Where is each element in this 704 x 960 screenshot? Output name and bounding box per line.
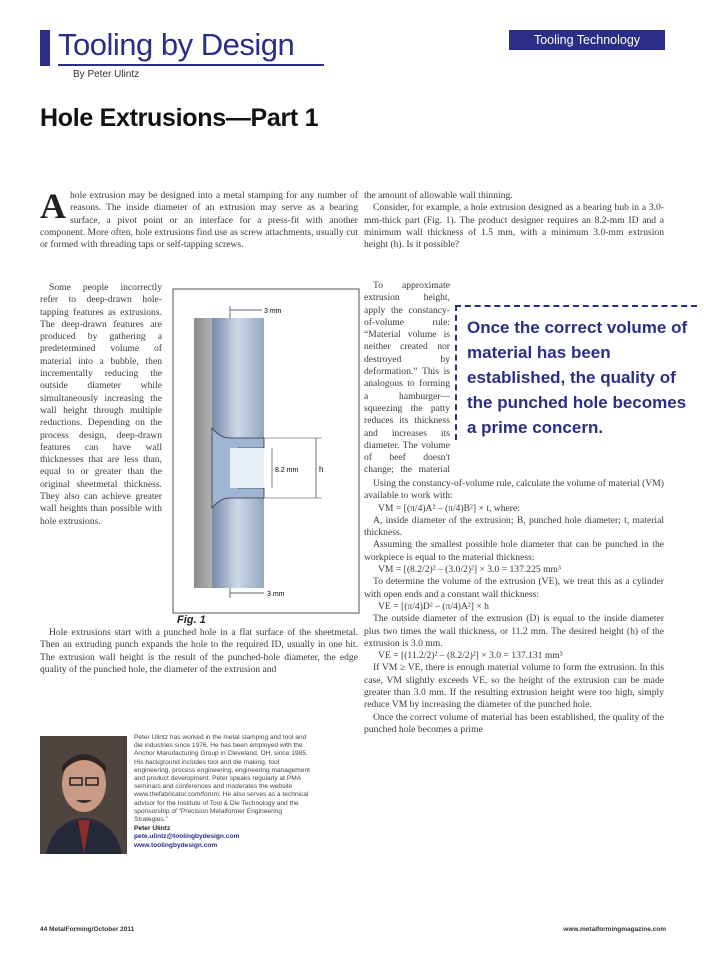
left-column-wrap <box>40 282 162 528</box>
drop-cap: A <box>40 186 66 226</box>
fig-label-bottom: 3 mm <box>267 591 285 598</box>
right-column-wrap <box>364 280 450 476</box>
article-headline: Hole Extrusions—Part 1 <box>40 104 319 132</box>
fig-label-h: h <box>319 465 324 474</box>
author-bio <box>134 734 310 850</box>
right-p3: To approximate extrusion height, apply the constancy-of-volume rule: “Material volume is neither created nor destroyed by deformation.” This is analogous to forming a hamburger—squeezing the patty reduces its thickness and increases its diameter. The volume of beef doesn't change; the material <box>364 280 450 476</box>
deep-drawn-paragraph: Some people incorrectly refer to deep-drawn hole-tapping features as extrusions. The deep-drawn features are produced by gathering a predetermined volume of material into a bubble, then incrementally reducing the outside diameter while simultaneously increasing the wall height through multiple reductions. Depending on the process design, deep-drawn features can have wall thicknesses that are less than, equal to or greater than the original sheetmetal thickness. They also can achieve greater wall heights than possible with hole extrusions. <box>40 282 162 527</box>
pull-quote: Once the correct volume of material has been established, the quality of the punched hole becomes a prime concern. <box>455 305 697 440</box>
author-photo <box>40 736 127 854</box>
bio-name: Peter Ulintz <box>134 825 171 833</box>
right-p1: the amount of allowable wall thinning. <box>364 190 513 201</box>
right-p5: A, inside diameter of the extrusion; B, punched hole diameter; t, material thickness. <box>364 514 664 539</box>
figure-caption: Fig. 1 <box>177 614 206 626</box>
right-p4: Using the constancy-of-volume rule, calculate the volume of material (VM) available to work with: <box>364 478 664 502</box>
right-p7: To determine the volume of the extrusion (VE), we treat this as a cylinder with open ends and a constant wall thickness: <box>364 576 664 600</box>
right-column-top <box>364 190 664 251</box>
extrusion-cross-section-diagram <box>172 288 360 614</box>
figure-1 <box>172 288 360 614</box>
equation-ve: VE = [(π/4)D² – (π/4)A²] × h <box>378 600 489 612</box>
right-p8: The outside diameter of the extrusion (D) is equal to the inside diameter plus two times the wall thickness, or 11.2 mm. The desired height (h) of the extrusion is 3.0 mm. <box>364 613 664 649</box>
right-p9: If VM ≥ VE, there is enough material volume to form the extrusion. In this case, VM slightly exceeds VE, so the height of the extrusion can be made greater than 3.0 mm. If the resulting extrusion height were too high, simply reduce VM by increasing the diameter of the punched hole. <box>364 662 664 711</box>
right-column-bottom <box>364 478 664 736</box>
byline: By Peter Ulintz <box>73 69 140 80</box>
category-tag: Tooling Technology <box>509 30 665 50</box>
equation-ve-value: VE = [(11.2/2)² – (8.2/2)²] × 3.0 = 137.131 mm³ <box>378 650 563 662</box>
intro-paragraph: hole extrusion may be designed into a metal stamping for any number of reasons. The inside diameter of an extrusion may serve as a bearing surface, a pivot point or an interface for a press-fit with another component. More often, hole extrusions find use as screw attachments, usually cut or formed with threading taps or self-tapping screws. <box>40 190 358 251</box>
bio-text: Peter Ulintz has worked in the metal stamping and tool and die industries since 1976. He has been employed with the Anchor Manufacturing Group in Cleveland, OH, since 1985. His background includes tool and die making, tool engineering, process engineering, engineering management and product development. Peter speaks regularly at PMA seminars and conferences and moderates the website www.thefabricator.com/forum. He also serves as a technical advisor for the Institute of Tool & Die Technology and the sponsorship of “Precision Metalformer Engineering Strategies.” <box>134 734 310 824</box>
left-column-after <box>40 627 358 676</box>
right-p6: Assuming the smallest possible hole diameter that can be punched in the workpiece is equal to the material thickness: <box>364 539 664 563</box>
fig-label-id: 8.2 mm <box>275 467 299 474</box>
bio-email-link[interactable]: pete.ulintz@toolingbydesign.com <box>134 833 240 841</box>
section-color-bar <box>40 30 50 66</box>
left-column-intro <box>40 186 358 251</box>
footer-url: www.metalformingmagazine.com <box>563 926 666 933</box>
footer-folio: 44 MetalForming/October 2011 <box>40 926 135 933</box>
right-p10: Once the correct volume of material has been established, the quality of the punched hole becomes a prime <box>364 711 664 735</box>
section-title-rule <box>58 64 324 66</box>
right-p2: Consider, for example, a hole extrusion designed as a bearing hub in a 3.0-mm-thick part (Fig. 1). The product designer requires an 8.2-mm ID and a minimum wall thickness of 1.5 mm, with a minimum 3.0-mm extrusion height (h). Is it possible? <box>364 202 664 251</box>
equation-vm-value: VM = [(8.2/2)² – (3.0/2)²] × 3.0 = 137.225 mm³ <box>378 564 561 576</box>
section-title: Tooling by Design <box>58 27 295 62</box>
extrusion-start-paragraph: Hole extrusions start with a punched hole in a flat surface of the sheetmetal. Then an extruding punch expands the hole to the required ID, usually in one hit. The extrusion wall height is the result of the punched-hole diameter, the edge quality of the punched hole, the diameter of the extrusion and <box>40 627 358 675</box>
equation-vm: VM = [(π/4)A² – (π/4)B²] × t, where: <box>378 502 520 514</box>
bio-web-link[interactable]: www.toolingbydesign.com <box>134 841 218 849</box>
fig-label-top: 3 mm <box>264 308 282 315</box>
